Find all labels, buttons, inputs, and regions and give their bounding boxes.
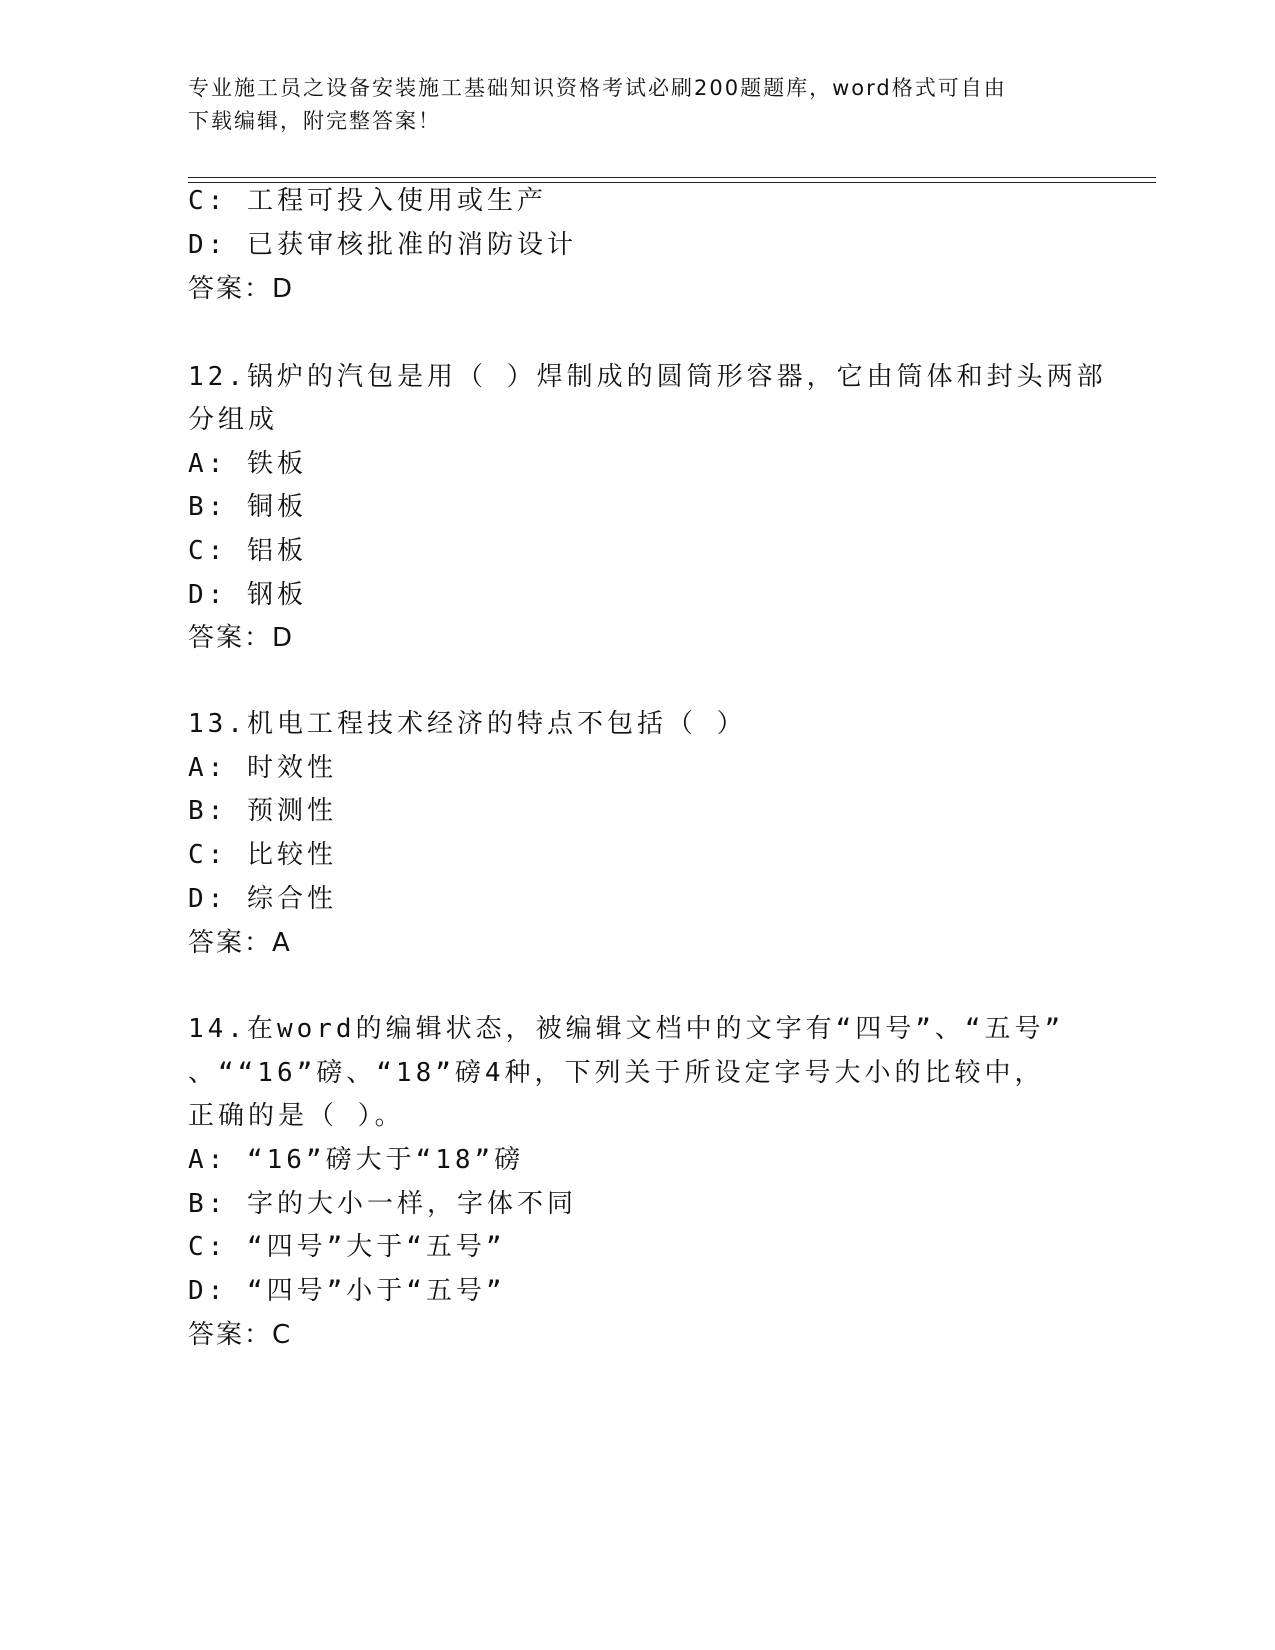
q12-option-a: A: 铁板: [188, 449, 307, 479]
q12-answer: 答案：D: [188, 623, 295, 653]
q14-answer: 答案：C: [188, 1320, 293, 1350]
q13-option-c: C: 比较性: [188, 840, 337, 870]
q12-stem-line-1: 12.锅炉的汽包是用（ ）焊制成的圆筒形容器，它由筒体和封头两部: [188, 362, 1107, 392]
header-divider-bottom: [188, 182, 1156, 183]
q14-option-a: A: “16”磅大于“18”磅: [188, 1145, 525, 1175]
q13-option-b: B: 预测性: [188, 796, 337, 826]
document-header: [188, 72, 1068, 138]
q12-option-b: B: 铜板: [188, 492, 307, 522]
q13-option-a: A: 时效性: [188, 753, 337, 783]
q13-stem-line-1: 13.机电工程技术经济的特点不包括（ ）: [188, 709, 747, 739]
q12-option-c: C: 铝板: [188, 536, 307, 566]
q14-option-c: C: “四号”大于“五号”: [188, 1232, 506, 1262]
q14-option-d: D: “四号”小于“五号”: [188, 1276, 506, 1306]
q12-option-d: D: 钢板: [188, 580, 307, 610]
prev-option-d: D: 已获审核批准的消防设计: [188, 230, 577, 260]
header-divider-top: [188, 177, 1156, 178]
q14-stem-line-3: 正确的是（ ）。: [188, 1101, 405, 1131]
q13-answer: 答案：A: [188, 928, 292, 958]
q14-option-b: B: 字的大小一样，字体不同: [188, 1189, 577, 1219]
q14-stem-line-2: 、““16”磅、“18”磅4种，下列关于所设定字号大小的比较中，: [188, 1058, 1045, 1088]
prev-option-c: C: 工程可投入使用或生产: [188, 186, 547, 216]
header-line-2: 下载编辑，附完整答案！: [188, 109, 441, 133]
q12-stem-line-2: 分组成: [188, 405, 279, 435]
header-line-1: 专业施工员之设备安装施工基础知识资格考试必刷200题题库，word格式可自由: [188, 76, 1007, 100]
q14-stem-line-1: 14.在word的编辑状态，被编辑文档中的文字有“四号”、“五号”: [188, 1014, 1065, 1044]
prev-answer: 答案：D: [188, 274, 295, 304]
q13-option-d: D: 综合性: [188, 884, 337, 914]
